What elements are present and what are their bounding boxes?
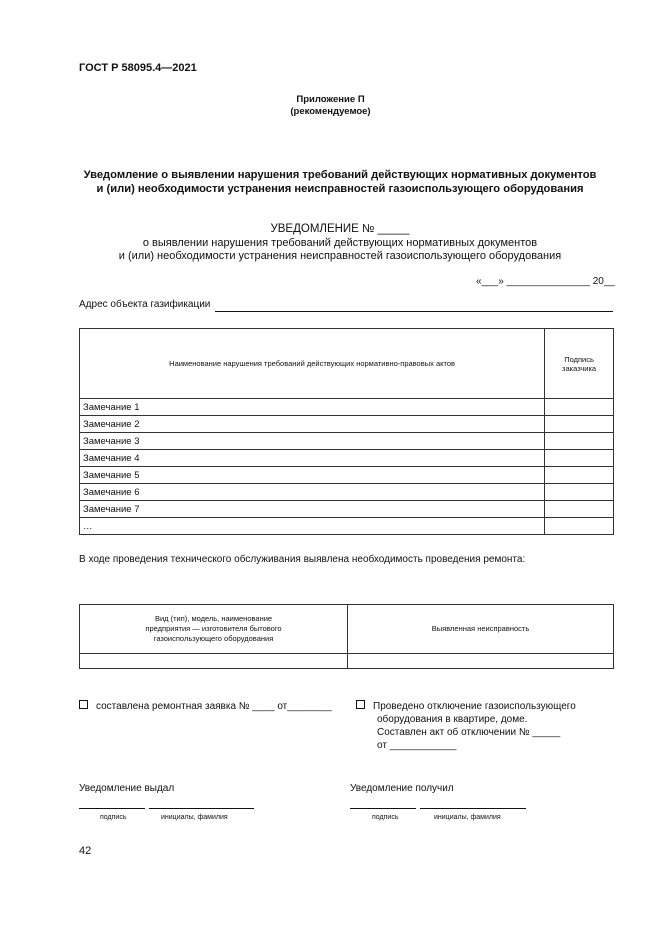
notice-block (60, 223, 620, 263)
disconnect-option[interactable] (356, 700, 576, 752)
repair-needed-text: В ходе проведения технического обслуживания выявлена необходимость проведения ремонта: (79, 554, 526, 565)
table-row (80, 484, 614, 501)
notice-date[interactable]: «___» _______________ 20__ (475, 276, 615, 287)
issuer-name-caption: инициалы, фамилия (161, 814, 228, 821)
issuer-signature-caption: подпись (100, 814, 127, 821)
equipment-header-model-line3: газоиспользующего оборудования (153, 634, 274, 643)
repair-request-text: составлена ремонтная заявка № ____ от________ (96, 701, 332, 712)
equipment-header-fault: Выявленная неисправность (348, 605, 614, 654)
receiver-name-line[interactable] (420, 808, 526, 809)
equipment-table (79, 604, 614, 669)
violations-header-signature-line1: Подпись (564, 354, 594, 364)
customer-signature-cell[interactable] (545, 518, 614, 535)
customer-signature-cell[interactable] (545, 416, 614, 433)
violation-label[interactable]: Замечание 3 (80, 433, 545, 450)
violations-header-name: Наименование нарушения требований действующих нормативно-правовых актов (80, 329, 545, 399)
notice-line2: и (или) необходимости устранения неисправностей газоиспользующего оборудования (118, 250, 562, 262)
appendix-label: Приложение П (296, 94, 365, 105)
table-row (80, 501, 614, 518)
form-title-line2: и (или) необходимости устранения неисправностей газоиспользующего оборудования (96, 183, 584, 195)
appendix-type: (рекомендуемое) (290, 106, 371, 117)
notice-line1: о выявлении нарушения требований действующих нормативных документов (142, 237, 538, 249)
table-row (80, 518, 614, 535)
table-row (80, 416, 614, 433)
address-input-line[interactable] (215, 311, 613, 312)
equipment-header-model-line2: предприятия — изготовителя бытового (145, 624, 282, 633)
repair-request-option[interactable] (79, 700, 332, 713)
violations-header-signature-line2: заказчика (562, 363, 597, 373)
violations-header-signature (545, 329, 614, 399)
equipment-table-header (80, 605, 614, 654)
disconnect-checkbox[interactable] (356, 700, 365, 709)
table-row (80, 467, 614, 484)
violation-label[interactable]: … (80, 518, 545, 535)
issuer-signature-line[interactable] (79, 808, 145, 809)
violation-label[interactable]: Замечание 6 (80, 484, 545, 501)
form-title (60, 168, 620, 196)
disconnect-text-line1: Проведено отключение газоиспользующего (373, 701, 576, 712)
received-by-label: Уведомление получил (350, 783, 454, 794)
table-row (80, 433, 614, 450)
equipment-fault-cell[interactable] (348, 654, 614, 669)
customer-signature-cell[interactable] (545, 399, 614, 416)
violations-table (79, 328, 614, 535)
disconnect-text-line2: оборудования в квартире, доме. (377, 714, 528, 725)
table-row (80, 450, 614, 467)
receiver-signature-caption: подпись (372, 814, 399, 821)
receiver-name-caption: инициалы, фамилия (434, 814, 501, 821)
equipment-model-cell[interactable] (80, 654, 348, 669)
customer-signature-cell[interactable] (545, 433, 614, 450)
customer-signature-cell[interactable] (545, 501, 614, 518)
disconnect-text-line3: Составлен акт об отключении № _____ (377, 727, 561, 738)
page-number: 42 (79, 845, 92, 857)
violation-label[interactable]: Замечание 4 (80, 450, 545, 467)
violation-label[interactable]: Замечание 5 (80, 467, 545, 484)
repair-request-checkbox[interactable] (79, 700, 88, 709)
violation-label[interactable]: Замечание 7 (80, 501, 545, 518)
receiver-signature-line[interactable] (350, 808, 416, 809)
disconnect-text-line4: от ____________ (377, 740, 457, 751)
table-row (80, 399, 614, 416)
customer-signature-cell[interactable] (545, 484, 614, 501)
issuer-name-line[interactable] (149, 808, 254, 809)
equipment-header-model (80, 605, 348, 654)
address-label: Адрес объекта газификации (79, 299, 211, 310)
violations-table-header (80, 329, 614, 399)
form-title-line1: Уведомление о выявлении нарушения требований действующих нормативных документов (83, 169, 597, 181)
violation-label[interactable]: Замечание 2 (80, 416, 545, 433)
notice-heading: УВЕДОМЛЕНИЕ № _____ (270, 223, 410, 235)
customer-signature-cell[interactable] (545, 450, 614, 467)
table-row (80, 654, 614, 669)
customer-signature-cell[interactable] (545, 467, 614, 484)
issued-by-label: Уведомление выдал (79, 783, 175, 794)
equipment-header-model-line1: Вид (тип), модель, наименование (154, 614, 273, 623)
document-code: ГОСТ Р 58095.4—2021 (79, 62, 197, 74)
violation-label[interactable]: Замечание 1 (80, 399, 545, 416)
